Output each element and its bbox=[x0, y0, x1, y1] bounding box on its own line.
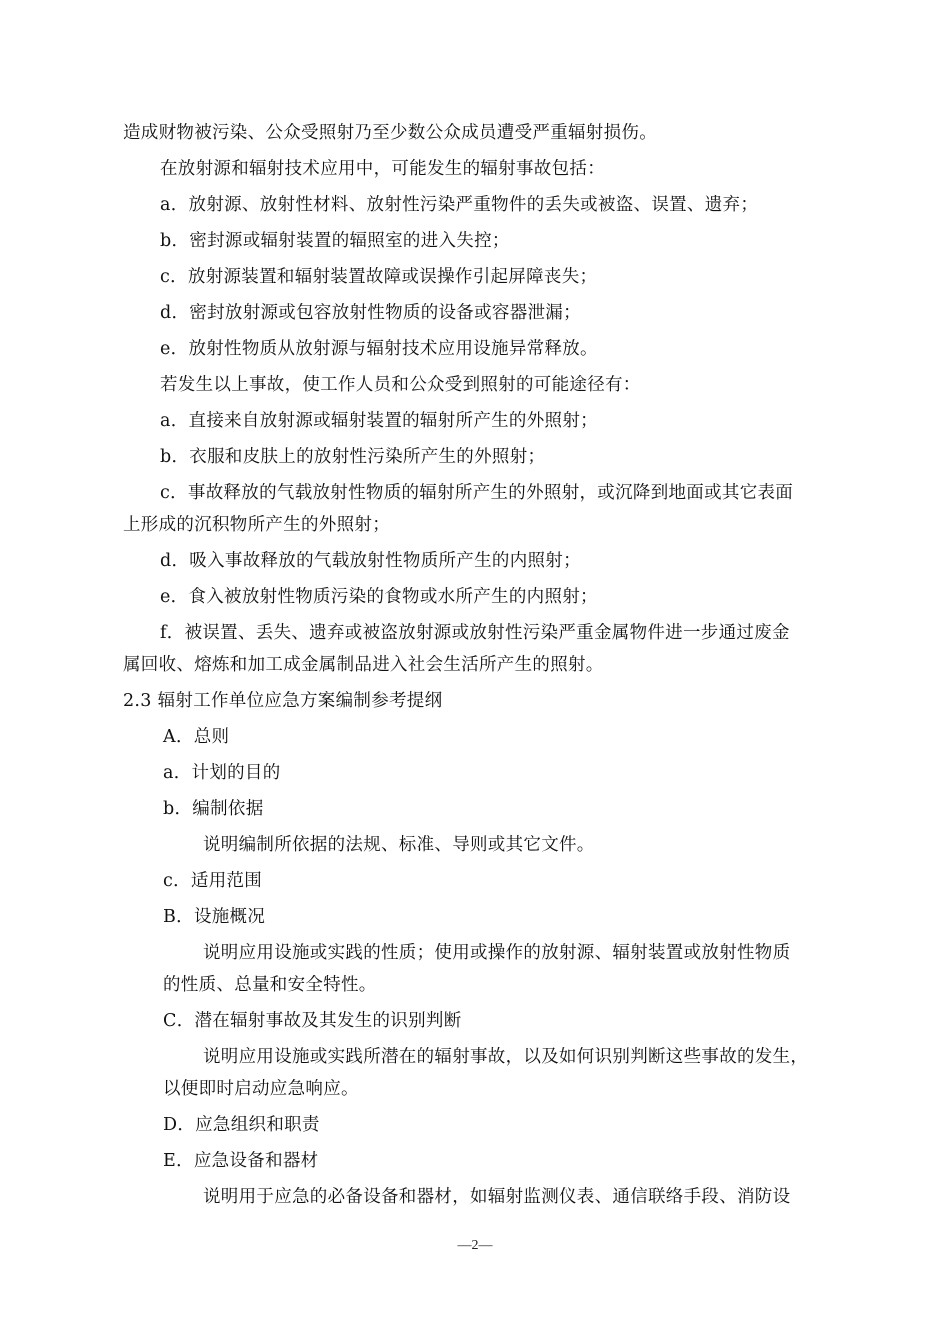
list-item: f．被误置、丢失、遗弃或被盗放射源或放射性污染严重金属物件进一步通过废金 bbox=[160, 623, 790, 643]
outline-heading: A．总则 bbox=[163, 727, 230, 747]
text-line: 说明编制所依据的法规、标准、导则或其它文件。 bbox=[203, 835, 595, 855]
list-item: a．放射源、放射性材料、放射性污染严重物件的丢失或被盗、误置、遗弃； bbox=[160, 195, 759, 215]
outline-item: b．编制依据 bbox=[163, 799, 264, 819]
list-item: e．放射性物质从放射源与辐射技术应用设施异常释放。 bbox=[160, 339, 598, 359]
list-item: d．密封放射源或包容放射性物质的设备或容器泄漏； bbox=[160, 303, 581, 323]
text-line: 造成财物被污染、公众受照射乃至少数公众成员遭受严重辐射损伤。 bbox=[123, 123, 657, 143]
list-item: e．食入被放射性物质污染的食物或水所产生的内照射； bbox=[160, 587, 598, 607]
list-item: b．衣服和皮肤上的放射性污染所产生的外照射； bbox=[160, 447, 546, 467]
text-line: 以便即时启动应急响应。 bbox=[163, 1079, 359, 1099]
text-line: 说明应用设施或实践的性质；使用或操作的放射源、辐射装置或放射性物质 bbox=[203, 943, 791, 963]
text-line: 的性质、总量和安全特性。 bbox=[163, 975, 377, 995]
section-heading: 2.3 辐射工作单位应急方案编制参考提纲 bbox=[123, 691, 443, 711]
text-line: 说明应用设施或实践所潜在的辐射事故，以及如何识别判断这些事故的发生， bbox=[203, 1047, 809, 1067]
list-item: c．事故释放的气载放射性物质的辐射所产生的外照射，或沉降到地面或其它表面 bbox=[160, 483, 794, 503]
outline-heading: E．应急设备和器材 bbox=[163, 1151, 319, 1171]
page-number: —2— bbox=[457, 1238, 493, 1253]
text-line: 说明用于应急的必备设备和器材，如辐射监测仪表、通信联络手段、消防设 bbox=[203, 1187, 791, 1207]
text-line: 在放射源和辐射技术应用中，可能发生的辐射事故包括： bbox=[160, 159, 605, 179]
outline-heading: D．应急组织和职责 bbox=[163, 1115, 320, 1135]
outline-item: c．适用范围 bbox=[163, 871, 263, 891]
text-line: 若发生以上事故，使工作人员和公众受到照射的可能途径有： bbox=[160, 375, 641, 395]
text-line: 上形成的沉积物所产生的外照射； bbox=[123, 515, 390, 535]
list-item: a．直接来自放射源或辐射装置的辐射所产生的外照射； bbox=[160, 411, 598, 431]
outline-heading: B．设施概况 bbox=[163, 907, 266, 927]
list-item: c．放射源装置和辐射装置故障或误操作引起屏障丧失； bbox=[160, 267, 598, 287]
list-item: d．吸入事故释放的气载放射性物质所产生的内照射； bbox=[160, 551, 581, 571]
list-item: b．密封源或辐射装置的辐照室的进入失控； bbox=[160, 231, 510, 251]
text-line: 属回收、熔炼和加工成金属制品进入社会生活所产生的照射。 bbox=[123, 655, 604, 675]
outline-heading: C．潜在辐射事故及其发生的识别判断 bbox=[163, 1011, 462, 1031]
outline-item: a．计划的目的 bbox=[163, 763, 281, 783]
